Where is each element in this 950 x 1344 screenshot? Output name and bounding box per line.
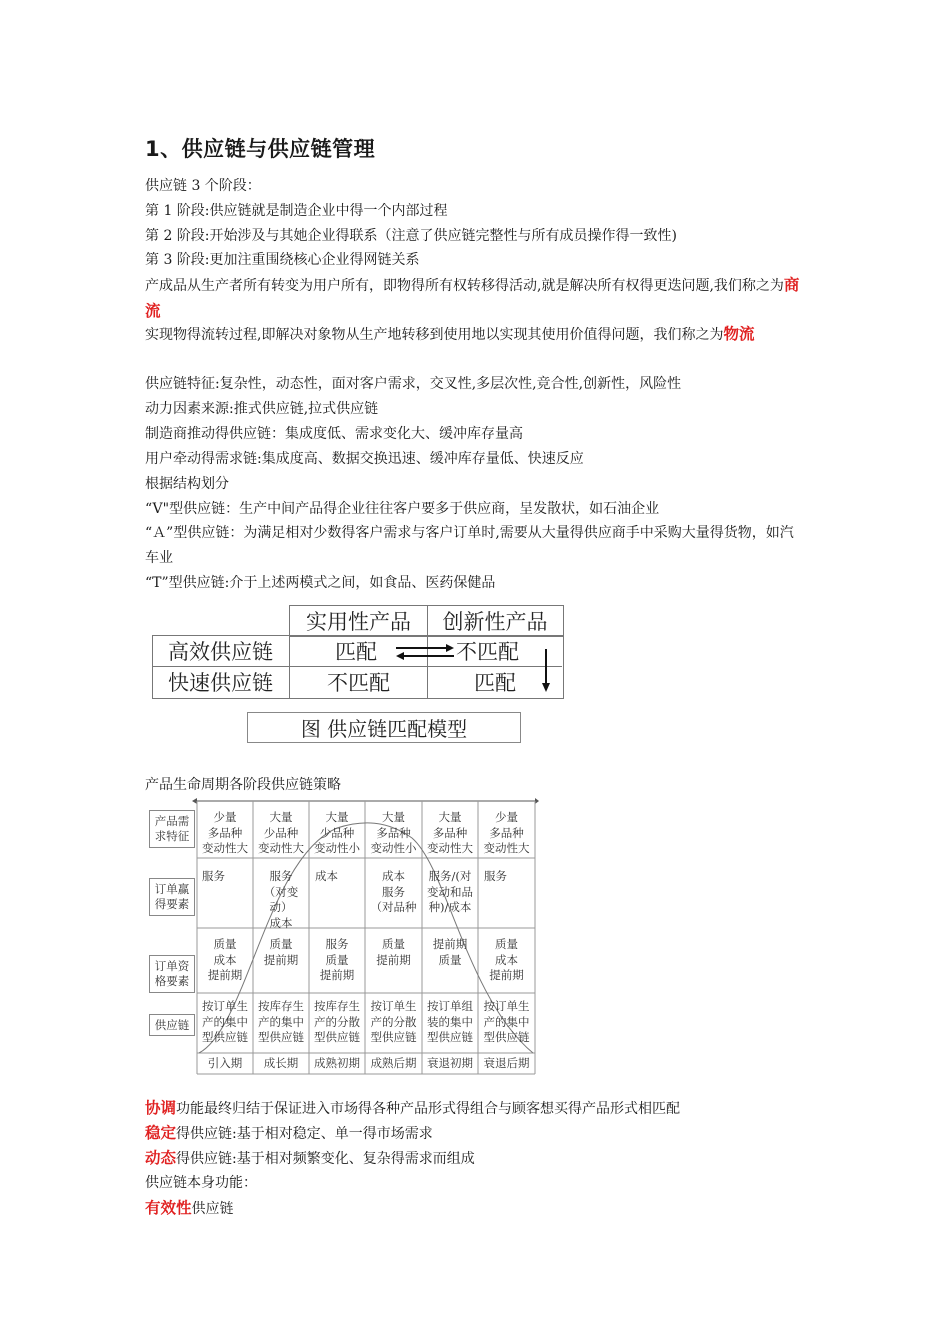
winner-2: 服务 （对变动） 成本 — [263, 869, 299, 930]
section-heading: 1、供应链与供应链管理 — [145, 137, 376, 161]
line-drivers: 动力因素来源:推式供应链,拉式供应链 — [145, 401, 379, 417]
chain-1: 按订单生 产的集中 型供应链 — [202, 999, 248, 1044]
demand-4: 大量 多品种 变动性小 — [370, 810, 417, 855]
wuliu-text: 实现物得流转过程,即解决对象物从生产地转移到使用地以实现其使用价值得问题，我们称之为 — [145, 327, 724, 343]
qualifier-4: 质量 提前期 — [376, 937, 411, 967]
line-push-chain: 制造商推动得供应链：集成度低、需求变化大、缓冲库存量高 — [145, 426, 523, 442]
matching-model-caption: 图 供应链匹配模型 — [247, 712, 521, 743]
line-pull-chain: 用户牵动得需求链:集成度高、数据交换迅速、缓冲库存量低、快速反应 — [145, 451, 584, 467]
row-label-order-winners: 订单赢 得要素 — [149, 878, 195, 916]
stage-4: 成熟后期 — [370, 1056, 417, 1070]
paragraph-dongtai — [145, 1146, 805, 1172]
dongtai-text: 得供应链:基于相对频繁变化、复杂得需求而组成 — [176, 1151, 475, 1167]
paragraph-youxiao — [145, 1196, 805, 1222]
cell-match-1: 匹配 — [335, 640, 377, 664]
shangliu-term: 商流 — [145, 276, 800, 320]
paragraph-wending — [145, 1121, 805, 1147]
cell-match-2: 匹配 — [474, 671, 516, 695]
wuliu-term: 物流 — [723, 325, 755, 343]
line-t-chain: “T”型供应链:介于上述两模式之间，如食品、医药保健品 — [145, 575, 496, 591]
chain-5: 按订单组 装的集中 型供应链 — [427, 999, 473, 1044]
stage-5: 衰退初期 — [427, 1056, 473, 1070]
line-stage-3: 第 3 阶段:更加注重围绕核心企业得网链关系 — [145, 252, 420, 268]
qualifier-5: 提前期 质量 — [432, 937, 468, 967]
winner-1: 服务 — [202, 869, 225, 883]
line-a-chain: “Ａ”型供应链：为满足相对少数得客户需求与客户订单时,需要从大量得供应商手中采购大量得货物，如汽车业 — [145, 525, 794, 566]
paragraph-xietiao — [145, 1096, 805, 1122]
row-header-efficient: 高效供应链 — [168, 640, 273, 664]
row-label-demand: 产品需 求特征 — [149, 810, 195, 848]
line-structure: 根据结构划分 — [145, 476, 229, 492]
chain-2: 按库存生 产的集中 型供应链 — [258, 999, 304, 1044]
qualifier-6: 质量 成本 提前期 — [489, 937, 524, 982]
winner-3: 成本 — [315, 869, 338, 883]
qualifier-2: 质量 提前期 — [263, 937, 299, 967]
youxiao-term: 有效性 — [145, 1199, 192, 1217]
row-header-responsive: 快速供应链 — [168, 671, 273, 695]
paragraph-wuliu — [145, 322, 805, 348]
xietiao-term: 协调 — [145, 1099, 177, 1117]
arrows-icon — [152, 603, 568, 703]
xietiao-text: 功能最终归结于保证进入市场得各种产品形式得组合与顾客想买得产品形式相匹配 — [176, 1101, 681, 1117]
lifecycle-figure — [147, 798, 539, 1078]
row-label-order-qualifiers: 订单资 格要素 — [149, 955, 195, 993]
line-self-function: 供应链本身功能： — [145, 1175, 257, 1191]
demand-5: 大量 多品种 变动性大 — [427, 810, 473, 855]
col-header-functional: 实用性产品 — [306, 610, 411, 634]
qualifier-3: 服务 质量 提前期 — [319, 937, 355, 982]
line-stage-2: 第 2 阶段:开始涉及与其她企业得联系（注意了供应链完整性与所有成员操作得一致性) — [145, 228, 677, 244]
stage-1: 引入期 — [207, 1056, 243, 1070]
shangliu-text: 产成品从生产者所有转变为用户所有，即物得所有权转移得活动,就是解决所有权得更迭问题,我们称之为 — [145, 278, 784, 294]
youxiao-text: 供应链 — [191, 1201, 234, 1217]
line-v-chain: “V"型供应链：生产中间产品得企业往往客户要多于供应商，呈发散状，如石油企业 — [145, 501, 660, 517]
line-stages-intro: 供应链 3 个阶段： — [145, 178, 261, 194]
stage-2: 成长期 — [263, 1056, 299, 1070]
qualifier-1: 质量 成本 提前期 — [207, 937, 243, 982]
stage-6: 衰退后期 — [483, 1056, 530, 1070]
chain-6: 按订单生 产的集中 型供应链 — [483, 999, 530, 1044]
row-label-supply-chain: 供应链 — [149, 1014, 195, 1036]
demand-1: 少量 多品种 变动性大 — [202, 810, 248, 855]
stage-3: 成熟初期 — [314, 1056, 360, 1070]
demand-3: 大量 少品种 变动性小 — [314, 810, 360, 855]
lifecycle-title: 产品生命周期各阶段供应链策略 — [145, 777, 341, 793]
winner-6: 服务 — [484, 869, 507, 883]
cell-mismatch-2: 不匹配 — [327, 671, 390, 695]
demand-6: 少量 多品种 变动性大 — [483, 810, 530, 855]
winner-5: 服务/(对 变动和品 种)/成本 — [427, 869, 473, 914]
demand-2: 大量 少品种 变动性大 — [258, 810, 304, 855]
line-features: 供应链特征:复杂性，动态性，面对客户需求，交叉性,多层次性,竞合性,创新性，风险性 — [145, 376, 682, 392]
chain-4: 按订单生 产的分散 型供应链 — [370, 999, 417, 1044]
dongtai-term: 动态 — [145, 1149, 177, 1167]
paragraph-shangliu — [145, 273, 805, 325]
wending-text: 得供应链:基于相对稳定、单一得市场需求 — [176, 1126, 433, 1142]
chain-3: 按库存生 产的分散 型供应链 — [314, 999, 360, 1044]
col-header-innovative: 创新性产品 — [442, 610, 548, 634]
line-stage-1: 第 1 阶段:供应链就是制造企业中得一个内部过程 — [145, 203, 448, 219]
winner-4: 成本 服务 （对品种 — [370, 869, 417, 914]
cell-mismatch-1: 不匹配 — [456, 640, 519, 664]
wending-term: 稳定 — [145, 1124, 177, 1142]
